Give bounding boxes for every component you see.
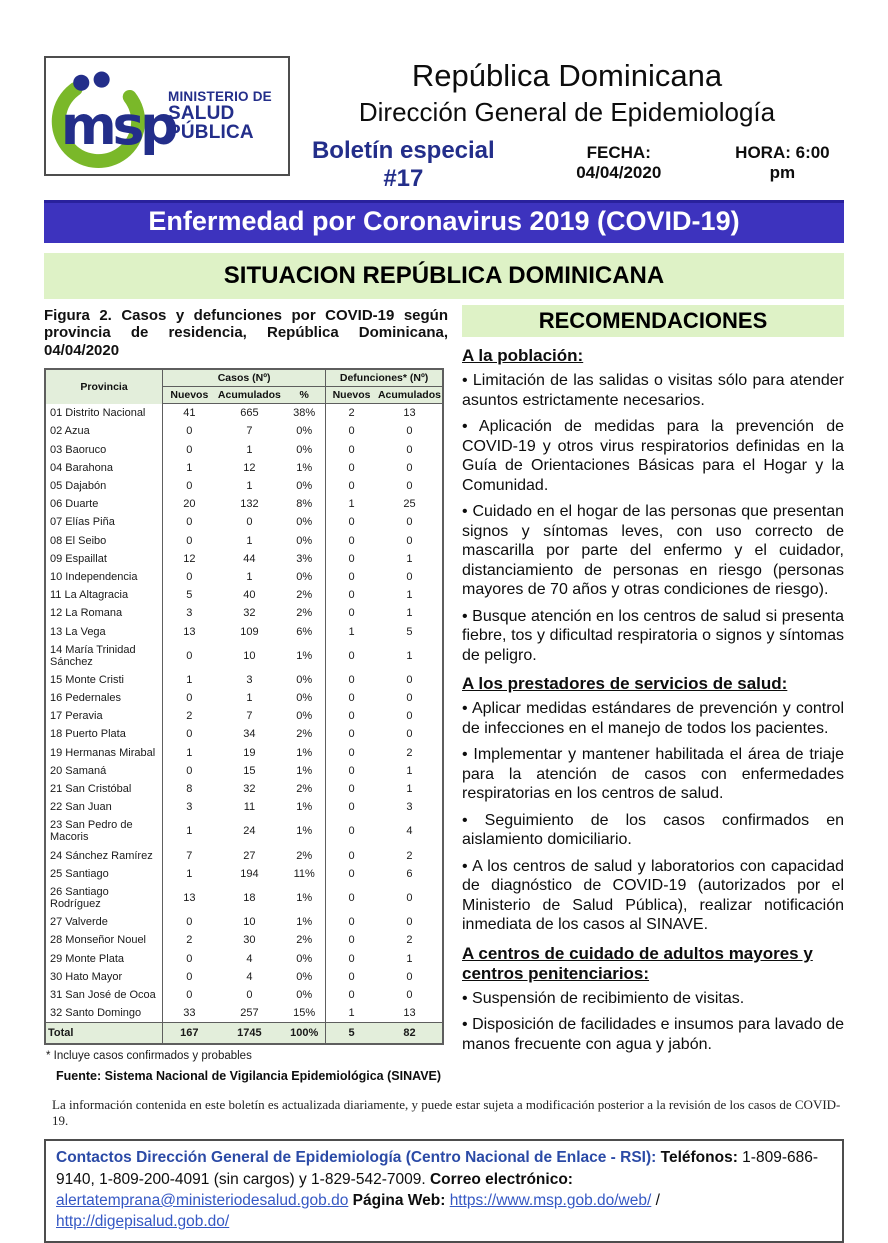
cell-value: 44: [243, 552, 256, 565]
province-name: 12 La Romana: [45, 604, 163, 622]
table-row: [45, 780, 443, 798]
province-table-body: [45, 404, 443, 1023]
cell-value: 0: [186, 952, 193, 965]
cell-value: 3%: [283, 550, 325, 568]
cell-value: 1%: [283, 798, 325, 816]
table-source: Fuente: Sistema Nacional de Vigilancia Epidemiológica (SINAVE): [56, 1069, 442, 1084]
table-row: [45, 622, 443, 640]
cell-value: 0: [246, 516, 253, 529]
cell-value: 1: [246, 570, 253, 583]
table-row: [45, 744, 443, 762]
phone-numbers: 1-809-686-9140, 1-809-200-4091 (sin cargos) y 1-829-542-7009.: [56, 1149, 818, 1188]
recommendations-column: [462, 305, 844, 1061]
cell-value: 1%: [283, 459, 325, 477]
cell-value: 15: [243, 764, 256, 777]
cell-value: 34: [243, 728, 256, 741]
cell-value: 0: [348, 461, 355, 474]
province-cases-table: [44, 368, 444, 1045]
cell-value: 194: [240, 867, 259, 880]
cell-value: 3: [246, 673, 253, 686]
cell-value: 2%: [283, 846, 325, 864]
table-row: [45, 816, 443, 846]
total-cumulative-deaths: 82: [377, 1023, 443, 1045]
cell-value: 0: [406, 516, 413, 529]
cell-value: 0: [406, 673, 413, 686]
column-header-cumulative-deaths: Acumulados: [377, 387, 443, 404]
cell-value: 0%: [283, 949, 325, 967]
cell-value: 5: [406, 625, 413, 638]
cell-value: 10: [243, 649, 256, 662]
cell-value: 1: [406, 952, 413, 965]
cell-value: 13: [183, 625, 196, 638]
province-name: 08 El Seibo: [45, 531, 163, 549]
table-row: [45, 707, 443, 725]
province-name: 32 Santo Domingo: [45, 1004, 163, 1023]
cell-value: 2: [186, 710, 193, 723]
cell-value: 0: [348, 746, 355, 759]
contact-label: Contactos Dirección General de Epidemiología (Centro Nacional de Enlace - RSI):: [56, 1149, 657, 1167]
cell-value: 1%: [283, 744, 325, 762]
directorate-title: Dirección General de Epidemiología: [358, 97, 776, 127]
province-name: 29 Monte Plata: [45, 949, 163, 967]
web-label: Página Web:: [352, 1191, 446, 1209]
cell-value: 2: [406, 934, 413, 947]
cell-value: 32: [243, 607, 256, 620]
cell-value: 1: [348, 1007, 355, 1020]
province-name: 24 Sánchez Ramírez: [45, 846, 163, 864]
table-row: [45, 949, 443, 967]
cell-value: 0: [348, 589, 355, 602]
cell-value: 0: [186, 916, 193, 929]
cell-value: 0: [186, 480, 193, 493]
cell-value: 0: [348, 552, 355, 565]
bullet-item: • Implementar y mantener habilitada el área de triaje para la atención de casos con enfermedades respiratorias en los centros de salud.: [462, 746, 844, 803]
province-name: 27 Valverde: [45, 913, 163, 931]
cell-value: 1%: [283, 883, 325, 913]
cell-value: 11%: [283, 865, 325, 883]
table-row: [45, 846, 443, 864]
cell-value: 0: [186, 570, 193, 583]
section-heading: A la población:: [462, 346, 584, 365]
email-link[interactable]: alertatemprana@ministeriodesalud.gob.do: [56, 1191, 349, 1209]
cell-value: 0%: [283, 441, 325, 459]
total-cumulative-cases: 1745: [216, 1023, 284, 1045]
column-header-cumulative-cases: Acumulados: [216, 387, 284, 404]
column-header-new-cases: Nuevos: [163, 387, 216, 404]
province-name: 15 Monte Cristi: [45, 671, 163, 689]
province-name: 02 Azua: [45, 422, 163, 440]
situation-banner: SITUACION REPÚBLICA DOMINICANA: [44, 253, 844, 299]
province-name: 13 La Vega: [45, 622, 163, 640]
cell-value: 41: [183, 407, 196, 420]
cell-value: 0: [186, 728, 193, 741]
cell-value: 12: [183, 552, 196, 565]
country-title: República Dominicana: [411, 58, 723, 93]
phones-label: Teléfonos:: [660, 1149, 738, 1167]
bullet-item: • Busque atención en los centros de salud si presenta fiebre, tos y dificultad respiratoria o signos y síntomas de peligro.: [462, 607, 844, 664]
province-name: 17 Peravia: [45, 707, 163, 725]
website-link-msp[interactable]: https://www.msp.gob.do/web/: [449, 1191, 652, 1209]
section-heading: A centros de cuidado de adultos mayores y centros penitenciarios:: [462, 943, 813, 983]
cell-value: 0%: [283, 968, 325, 986]
province-name: 18 Puerto Plata: [45, 725, 163, 743]
cell-value: 4: [246, 970, 253, 983]
cell-value: 2: [406, 849, 413, 862]
cell-value: 27: [243, 849, 256, 862]
cell-value: 1: [186, 461, 193, 474]
cell-value: 7: [186, 849, 193, 862]
cell-value: 0: [406, 570, 413, 583]
logo-text: [168, 90, 288, 143]
province-name: 16 Pedernales: [45, 689, 163, 707]
cell-value: 1: [186, 867, 193, 880]
province-name: 10 Independencia: [45, 568, 163, 586]
cell-value: 0%: [283, 689, 325, 707]
table-row: [45, 404, 443, 423]
header-titles: [290, 56, 844, 193]
table-total-row: [45, 1023, 443, 1045]
bulletin-number: Boletín especial #17: [311, 137, 495, 192]
province-name: 20 Samaná: [45, 762, 163, 780]
cell-value: 38%: [283, 404, 325, 423]
province-name: 28 Monseñor Nouel: [45, 931, 163, 949]
bulletin-date: FECHA: 04/04/2020: [576, 143, 662, 182]
cell-value: 0: [406, 425, 413, 438]
cell-value: 4: [406, 825, 413, 838]
cell-value: 0: [406, 480, 413, 493]
table-row: [45, 513, 443, 531]
table-row: [45, 568, 443, 586]
figure-column: [44, 305, 448, 1083]
cell-value: 30: [243, 934, 256, 947]
cell-value: 2%: [283, 604, 325, 622]
logo-salud-publica: SALUD PÚBLICA: [168, 102, 254, 143]
cell-value: 0: [348, 970, 355, 983]
cell-value: 0: [348, 916, 355, 929]
column-group-cases: Casos (Nº): [163, 369, 326, 387]
recommendations-banner: RECOMENDACIONES: [462, 305, 844, 337]
cell-value: 12: [243, 461, 256, 474]
cell-value: 19: [243, 746, 256, 759]
bullet-item: • Aplicación de medidas para la prevención de COVID-19 y otros virus respiratorios definidas en la Guía de Orientaciones Básicas para el Hogar y la Comunidad.: [462, 418, 844, 494]
column-header-new-deaths: Nuevos: [326, 387, 377, 404]
cell-value: 11: [243, 801, 256, 814]
cell-value: 0: [348, 710, 355, 723]
cell-value: 1: [186, 825, 193, 838]
cell-value: 0: [406, 443, 413, 456]
cell-value: 2: [406, 746, 413, 759]
province-name: 06 Duarte: [45, 495, 163, 513]
header-meta: [290, 137, 844, 193]
cell-value: 0: [348, 783, 355, 796]
province-name: 25 Santiago: [45, 865, 163, 883]
cell-value: 2%: [283, 586, 325, 604]
cell-value: 0: [348, 825, 355, 838]
cell-value: 2%: [283, 780, 325, 798]
cell-value: 0: [186, 970, 193, 983]
cell-value: 1: [246, 534, 253, 547]
cell-value: 0: [348, 534, 355, 547]
table-row: [45, 798, 443, 816]
cell-value: 0: [348, 607, 355, 620]
cell-value: 0%: [283, 671, 325, 689]
cell-value: 32: [243, 783, 256, 796]
cell-value: 0: [406, 891, 413, 904]
table-row: [45, 913, 443, 931]
logo-ministerio: MINISTERIO DE: [168, 88, 272, 104]
cell-value: 0: [348, 570, 355, 583]
cell-value: 0: [186, 692, 193, 705]
cell-value: 0: [348, 952, 355, 965]
cell-value: 0: [348, 443, 355, 456]
province-name: 14 María Trinidad Sánchez: [45, 641, 163, 671]
column-header-percent: %: [283, 387, 325, 404]
cell-value: 1: [246, 443, 253, 456]
cell-value: 0: [348, 649, 355, 662]
cell-value: 0: [406, 710, 413, 723]
cell-value: 6%: [283, 622, 325, 640]
cell-value: 15%: [283, 1004, 325, 1023]
bullet-item: • Suspensión de recibimiento de visitas.: [462, 989, 745, 1007]
table-row: [45, 422, 443, 440]
province-name: 01 Distrito Nacional: [45, 404, 163, 423]
table-row: [45, 865, 443, 883]
table-row: [45, 531, 443, 549]
cell-value: 20: [183, 498, 196, 511]
cell-value: 1: [406, 764, 413, 777]
table-row: [45, 641, 443, 671]
cell-value: 0: [406, 916, 413, 929]
cell-value: 0: [186, 534, 193, 547]
cell-value: 1%: [283, 913, 325, 931]
province-name: 07 Elías Piña: [45, 513, 163, 531]
cell-value: 18: [243, 891, 256, 904]
cell-value: 1%: [283, 762, 325, 780]
cell-value: 13: [183, 891, 196, 904]
svg-text:msp: msp: [60, 93, 175, 157]
province-name: 03 Baoruco: [45, 441, 163, 459]
province-name: 04 Barahona: [45, 459, 163, 477]
cell-value: 24: [243, 825, 256, 838]
cell-value: 1: [186, 746, 193, 759]
cell-value: 3: [186, 607, 193, 620]
table-row: [45, 1004, 443, 1023]
table-row: [45, 986, 443, 1004]
website-link-digepi[interactable]: http://digepisalud.gob.do/: [56, 1213, 230, 1231]
bullet-item: • Cuidado en el hogar de las personas que presentan signos y síntomas leves, con uso correcto de mascarilla por parte del enfermo y el cuidador, distanciamiento de personas en riesgo (personas mayores de 70 años y otras condiciones de riesgo).: [462, 503, 844, 599]
cell-value: 0: [186, 764, 193, 777]
province-name: 09 Espaillat: [45, 550, 163, 568]
cell-value: 1: [406, 649, 413, 662]
cell-value: 0%: [283, 513, 325, 531]
figure-caption: Figura 2. Casos y defunciones por COVID-19 según provincia de residencia, República Dominicana, 04/04/2020: [44, 307, 448, 359]
bullet-item: • Limitación de las salidas o visitas sólo para atender asuntos estrictamente necesarios.: [462, 372, 844, 409]
cell-value: 0: [348, 673, 355, 686]
cell-value: 1: [406, 783, 413, 796]
cell-value: 0: [186, 443, 193, 456]
msp-logo: [44, 56, 290, 176]
table-row: [45, 604, 443, 622]
cell-value: 40: [243, 589, 256, 602]
province-name: 23 San Pedro de Macoris: [45, 816, 163, 846]
cell-value: 8%: [283, 495, 325, 513]
cell-value: 0: [348, 764, 355, 777]
link-separator: /: [655, 1191, 660, 1209]
cell-value: 25: [403, 498, 416, 511]
province-name: 19 Hermanas Mirabal: [45, 744, 163, 762]
cell-value: 1: [348, 498, 355, 511]
cell-value: 33: [183, 1007, 196, 1020]
province-name: 11 La Altagracia: [45, 586, 163, 604]
cell-value: 2: [348, 407, 355, 420]
bullet-item: • Disposición de facilidades e insumos para lavado de manos frecuente con agua y jabón.: [462, 1016, 844, 1053]
cell-value: 0: [348, 425, 355, 438]
table-row: [45, 931, 443, 949]
table-row: [45, 459, 443, 477]
cell-value: 0%: [283, 422, 325, 440]
bulletin-time: HORA: 6:00 pm: [735, 143, 830, 182]
cell-value: 1: [246, 480, 253, 493]
table-row: [45, 968, 443, 986]
cell-value: 1%: [283, 641, 325, 671]
total-new-cases: 167: [163, 1023, 216, 1045]
cell-value: 1: [406, 589, 413, 602]
table-row: [45, 883, 443, 913]
table-row: [45, 689, 443, 707]
cell-value: 13: [403, 1007, 416, 1020]
cell-value: 0: [348, 480, 355, 493]
cell-value: 0: [186, 649, 193, 662]
cell-value: 7: [246, 710, 253, 723]
total-label: Total: [45, 1023, 163, 1045]
province-name: 05 Dajabón: [45, 477, 163, 495]
total-percent: 100%: [283, 1023, 325, 1045]
table-row: [45, 441, 443, 459]
bullet-item: • Aplicar medidas estándares de prevención y control de infecciones en el manejo de todos los pacientes.: [462, 700, 844, 737]
cell-value: 2%: [283, 725, 325, 743]
cell-value: 0: [186, 516, 193, 529]
cell-value: 0%: [283, 568, 325, 586]
cell-value: 1: [186, 673, 193, 686]
cell-value: 0: [186, 425, 193, 438]
msp-logo-icon: [48, 60, 175, 172]
cell-value: 13: [403, 407, 416, 420]
cell-value: 0: [348, 891, 355, 904]
cell-value: 4: [246, 952, 253, 965]
cell-value: 0: [348, 692, 355, 705]
table-row: [45, 725, 443, 743]
cell-value: 0: [186, 988, 193, 1001]
cell-value: 3: [186, 801, 193, 814]
column-header-province: Provincia: [45, 369, 163, 404]
bullet-item: • Seguimiento de los casos confirmados en aislamiento domiciliario.: [462, 811, 844, 849]
cell-value: 0%: [283, 477, 325, 495]
recommendations-body: [462, 346, 844, 1054]
cell-value: 257: [240, 1007, 259, 1020]
total-new-deaths: 5: [326, 1023, 377, 1045]
cell-value: 10: [243, 916, 256, 929]
table-head: [45, 369, 443, 404]
cell-value: 109: [240, 625, 259, 638]
cell-value: 0: [348, 988, 355, 1001]
cell-value: 0%: [283, 531, 325, 549]
cell-value: 0%: [283, 986, 325, 1004]
cell-value: 5: [186, 589, 193, 602]
cell-value: 0: [348, 934, 355, 947]
province-name: 30 Hato Mayor: [45, 968, 163, 986]
cell-value: 0: [348, 728, 355, 741]
cell-value: 1: [348, 625, 355, 638]
main-title-banner: Enfermedad por Coronavirus 2019 (COVID-19): [44, 200, 844, 243]
cell-value: 1: [246, 692, 253, 705]
email-label: Correo electrónico:: [429, 1170, 573, 1188]
cell-value: 1: [406, 552, 413, 565]
cell-value: 1%: [283, 816, 325, 846]
cell-value: 0: [406, 692, 413, 705]
cell-value: 3: [406, 801, 413, 814]
cell-value: 0: [406, 970, 413, 983]
province-name: 26 Santiago Rodríguez: [45, 883, 163, 913]
cell-value: 0: [348, 849, 355, 862]
cell-value: 7: [246, 425, 253, 438]
province-name: 31 San José de Ocoa: [45, 986, 163, 1004]
table-row: [45, 762, 443, 780]
table-footnote: * Incluye casos confirmados y probables: [46, 1050, 252, 1063]
cell-value: 0: [348, 867, 355, 880]
table-row: [45, 477, 443, 495]
cell-value: 0: [348, 516, 355, 529]
cell-value: 8: [186, 783, 193, 796]
cell-value: 0: [406, 728, 413, 741]
cell-value: 2%: [283, 931, 325, 949]
column-group-deaths: Defunciones* (Nº): [326, 369, 443, 387]
province-name: 22 San Juan: [45, 798, 163, 816]
table-row: [45, 586, 443, 604]
cell-value: 2: [186, 934, 193, 947]
cell-value: 1: [406, 607, 413, 620]
section-heading: A los prestadores de servicios de salud:: [462, 674, 788, 694]
cell-value: 0: [406, 988, 413, 1001]
table-row: [45, 671, 443, 689]
cell-value: 0: [406, 534, 413, 547]
table-row: [45, 495, 443, 513]
main-content: [44, 305, 844, 1083]
cell-value: 0: [348, 801, 355, 814]
table-row: [45, 550, 443, 568]
cell-value: 0: [406, 461, 413, 474]
contact-box: [44, 1139, 844, 1243]
cell-value: 0%: [283, 707, 325, 725]
cell-value: 665: [240, 407, 259, 420]
cell-value: 132: [240, 498, 259, 511]
update-note: La información contenida en este boletín es actualizada diariamente, y puede estar sujeta a modificación posterior a la revisión de los casos de COVID-19.: [52, 1097, 841, 1129]
province-name: 21 San Cristóbal: [45, 780, 163, 798]
cell-value: 0: [246, 988, 253, 1001]
cell-value: 6: [406, 867, 413, 880]
bullet-item: • A los centros de salud y laboratorios con capacidad de diagnóstico de COVID-19 (autorizados por el Ministerio de Salud Pública), realizar notificación inmediata de los casos al SINAVE.: [462, 857, 844, 934]
header: [44, 56, 844, 193]
